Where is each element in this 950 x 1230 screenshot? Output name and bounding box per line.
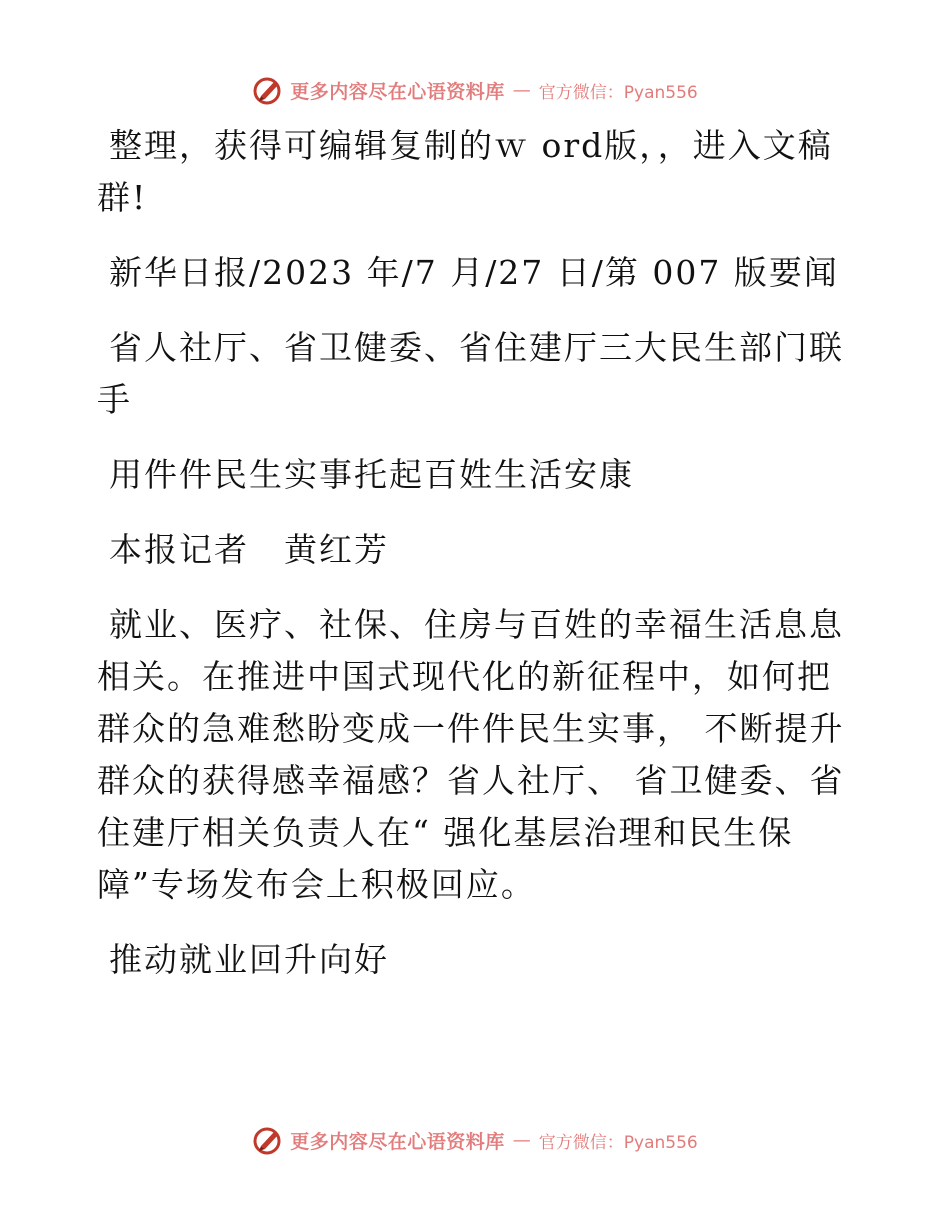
lead-paragraph: 就业、医疗、社保、住房与百姓的幸福生活息息相关。在推进中国式现代化的新征程中，如何把群众的急难愁盼变成一件件民生实事， 不断提升群众的获得感幸福感？省人社厅、 省卫健委、省住建厅相关负责人在“ 强化基层治理和民生保障”专场发布会上积极回应。 [97,605,845,904]
section-heading: 推动就业回升向好 [109,940,389,979]
banner-dash: — [512,79,531,101]
banner-text: 更多内容尽在心语资料库 [290,1130,505,1153]
document-body [97,120,857,1009]
source-line: 新华日报/2023 年/7 月/27 日/第 007 版要闻 [109,253,839,292]
banner-wechat: 官方微信：Pyan556 [538,1132,698,1153]
banner-dash: — [512,1129,531,1151]
byline: 本报记者 黄红芳 [109,530,389,569]
footer-watermark-banner [0,1120,950,1160]
intro-note: 整理，获得可编辑复制的ｗ ord版，，进入文稿群! [97,126,833,217]
article-headline-part1: 省人社厅、省卫健委、省住建厅三大民生部门联手 [97,328,844,419]
article-headline-part2: 用件件民生实事托起百姓生活安康 [109,455,634,494]
pen-logo-icon [252,1124,284,1156]
banner-text: 更多内容尽在心语资料库 [290,80,505,103]
pen-logo-icon [252,74,284,106]
banner-wechat: 官方微信：Pyan556 [538,82,698,103]
header-watermark-banner [0,70,950,110]
